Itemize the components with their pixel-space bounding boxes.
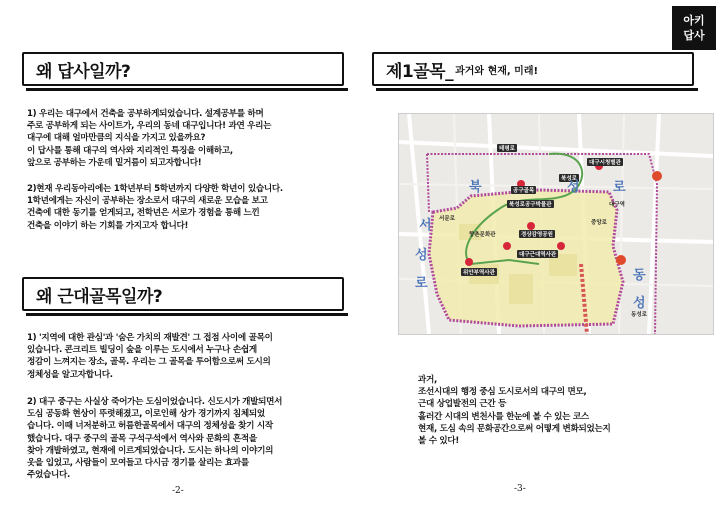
text-line: 있습니다. 콘크리트 빌딩이 숲을 이루는 도시에서 누구나 손쉽게 [27, 345, 257, 356]
district-char: 성 [633, 296, 646, 311]
text-line: 앞으로 공부하는 가운데 밑거름이 되고자합니다! [27, 157, 202, 168]
route-map [398, 113, 714, 335]
page-number-right: -3- [514, 484, 526, 494]
heading-why-tour-text: 왜 답사일까? [36, 61, 131, 82]
map-label-comfort-women-museum: 위안부역사관 [463, 270, 495, 276]
heading-alley-1 [372, 52, 694, 86]
text-line: 2) 대구 중구는 사실상 죽어가는 도심이었습니다. 신도시가 개발되면서 [27, 397, 283, 407]
heading-why-modern-alley [22, 277, 344, 311]
text-line: 1) 우리는 대구에서 건축을 공부하게되었습니다. 설계공부를 하며 [27, 109, 264, 119]
map-label-taepyeong-ro: 태평로 [499, 146, 515, 152]
text-line: 건축에 대한 동기를 얻게되고, 전학년은 서로가 경험을 통해 느낀 [27, 208, 260, 219]
map-label-bukseong-ro: 북성로 [561, 176, 577, 182]
text-line: 도심 공동화 현상이 뚜렷해졌고, 이로인해 상가 경기까지 침체되었 [27, 409, 265, 420]
text-line: 이 답사를 통해 대구의 역사와 지리적인 특징을 이해하고, [27, 145, 233, 156]
text-line: 정체성을 알고자합니다. [27, 369, 113, 380]
map-label-tool-alley: 공구골목 [513, 188, 535, 194]
text-line: 근대 상업발전의 근간 등 [418, 399, 507, 410]
text-line: 찾아 개발하였고, 현재에 이르게되었습니다. 도시는 하나의 이야기의 [27, 445, 274, 456]
text-line: 했습니다. 대구 중구의 골목 구석구석에서 역사와 문화의 흔적을 [27, 433, 257, 444]
text-line: 대구에 대해 얼마만큼의 지식을 가지고 있을까요? [27, 133, 206, 144]
text-line: 현재, 도심 속의 문화공간으로써 어떻게 변화되었는지 [418, 423, 611, 434]
heading-why-modern-alley-text: 왜 근대골목일까? [36, 286, 163, 307]
district-char: 동 [633, 268, 646, 283]
text-line: 2)현재 우리동아리에는 1학년부터 5학년까지 다양한 학년이 있습니다. [27, 184, 283, 194]
heading-alley-1-text: 제1골목_ [386, 61, 454, 82]
paragraph-4 [27, 396, 282, 481]
heading-why-tour [22, 52, 344, 86]
heading-underbar [26, 313, 348, 316]
paragraph-2 [27, 183, 283, 232]
text-line: 옷을 입었고, 사람들이 모여들고 다시금 경기를 살리는 효과를 [27, 458, 249, 469]
text-line: 1학년에게는 자신이 공부하는 장소로서 대구의 새로운 모습을 보고 [27, 196, 268, 207]
map-label-hyangchon: 향촌문화관 [469, 232, 496, 238]
map-label-jungang-ro: 중앙로 [591, 220, 607, 226]
district-char: 성 [567, 180, 580, 195]
map-label-gyeongsang-gamyeong: 경상감영공원 [521, 232, 553, 238]
map-label-dongseong-ro: 동성로 [631, 312, 647, 318]
text-line: 1) '지역에 대한 관심'과 '숨은 가치의 재발견' 그 접점 사이에 골목이 [27, 333, 273, 343]
heading-alley-1-subtitle: 과거와 현재, 미래! [455, 65, 539, 77]
text-line: 주었습니다. [27, 470, 70, 481]
corner-tab-line2: 답사 [683, 29, 705, 42]
text-line: 정감이 느껴지는 장소, 골목. 우리는 그 골목을 투어함으로써 도시의 [27, 357, 271, 368]
text-line: 흘러간 시대의 변천사를 한눈에 볼 수 있는 코스 [418, 411, 589, 422]
text-line: 과거, [418, 375, 437, 385]
page-number-left: -2- [172, 486, 184, 496]
text-line: 건축을 이야기 하는 기회를 가지고자 합니다! [27, 220, 189, 231]
heading-underbar [26, 88, 348, 91]
district-char: 성 [415, 248, 428, 263]
paragraph-1 [27, 108, 271, 169]
map-label-daegu-station: 대구역 [609, 202, 625, 208]
district-char: 로 [613, 180, 626, 195]
paragraph-course [418, 374, 610, 447]
corner-tab [672, 6, 716, 50]
text-line: 주로 공부하게 되는 사이트가, 우리의 동네 대구입니다! 과연 우리는 [27, 121, 272, 132]
text-line: 볼 수 있다! [418, 436, 460, 447]
corner-tab-line1: 아키 [683, 14, 705, 27]
map-label-tool-museum: 북성로공구박물관 [509, 202, 552, 208]
text-line: 조선시대의 행정 중심 도시로서의 대구의 면모, [418, 387, 587, 398]
heading-underbar [376, 88, 698, 91]
paragraph-3 [27, 332, 273, 381]
map-label-modern-history-hall: 대구근대역사관 [519, 252, 557, 258]
map-label-city-hall-annex: 대구시청별관 [589, 160, 621, 166]
district-char: 서 [419, 218, 432, 233]
map-label-seomun-ro: 서문로 [439, 216, 455, 222]
district-char: 로 [415, 276, 428, 291]
map-graphic [399, 114, 713, 334]
district-char: 북 [469, 180, 482, 195]
text-line: 습니다. 이때 너저분하고 허름한골목에서 대구의 정체성을 찾기 시작 [27, 421, 273, 432]
